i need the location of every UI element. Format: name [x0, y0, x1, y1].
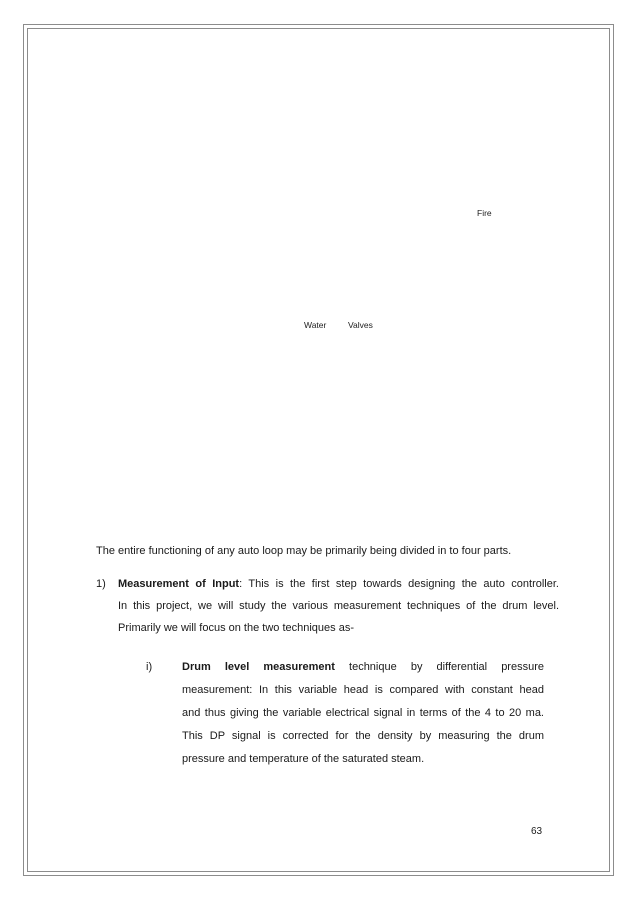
sub-item-title: Drum level measurement: [182, 661, 335, 673]
diagram-label-water: Water: [304, 320, 327, 330]
sub-item-line: and thus giving the variable electrical signal in terms of the 4 to 20 ma.: [182, 707, 544, 719]
list-item-text: : This is the first step towards designing the auto controller.: [239, 578, 559, 590]
sub-item-line: measurement: In this variable head is compared with constant head: [182, 684, 544, 696]
diagram-label-fire: Fire: [477, 208, 492, 218]
sub-item-drum-level-measurement: [182, 656, 544, 771]
diagram-label-valves: Valves: [348, 320, 373, 330]
sub-item-line: pressure and temperature of the saturated steam.: [182, 753, 425, 765]
sub-item-text: technique by differential pressure: [334, 661, 544, 673]
list-item-line: [118, 573, 559, 595]
sub-item-line: This DP signal is corrected for the density by measuring the drum: [182, 730, 544, 742]
page-number: 63: [531, 826, 543, 837]
list-item-number: 1): [96, 578, 106, 590]
sub-item-number: i): [146, 661, 153, 673]
list-item-title: Measurement of Input: [118, 578, 240, 590]
sub-item-line: [182, 656, 544, 679]
list-item-measurement-of-input: [118, 573, 559, 639]
list-item-line: In this project, we will study the various measurement techniques of the drum level.: [118, 600, 559, 612]
list-item-line: Primarily we will focus on the two techniques as-: [118, 622, 354, 634]
intro-paragraph: The entire functioning of any auto loop may be primarily being divided in to four parts.: [96, 545, 512, 557]
